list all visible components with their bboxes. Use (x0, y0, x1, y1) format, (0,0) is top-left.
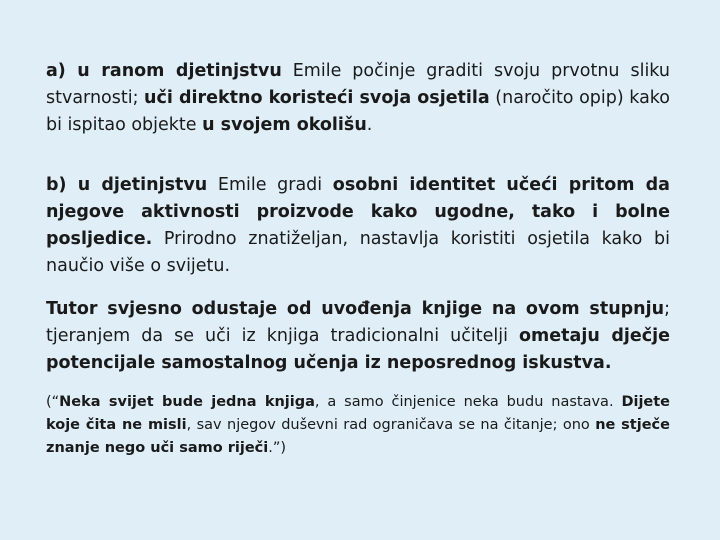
paragraph-early-childhood (46, 58, 670, 139)
text: .”) (268, 440, 287, 456)
text: (“ (46, 394, 60, 410)
text-bold: osobni identitet učeći pritom da njegove aktivnosti proizvode kako ugodne, tako i bolne posljedice. (46, 175, 670, 249)
text: ; tjeranjem da se uči iz knjiga tradicionalni učitelji (46, 299, 670, 346)
text-bold: uči direktno koristeći svoja osjetila (144, 88, 490, 108)
paragraph-tutor (46, 296, 670, 377)
text: (naročito opip) kako bi ispitao objekte (46, 88, 671, 135)
text: Emile gradi (207, 175, 333, 195)
text: , a samo činjenice neka budu nastava. (314, 394, 622, 410)
text-bold: Tutor svjesno odustaje od uvođenja knjige na ovom stupnju (46, 299, 665, 319)
text-bold: Dijete koje čita ne misli (46, 394, 671, 433)
text-bold: Neka svijet bude jedna knjiga (59, 394, 315, 410)
text-bold: a) u ranom djetinjstvu (46, 61, 282, 81)
text-bold: ne stječe znanje nego uči samo riječi (46, 417, 670, 456)
paragraph-quote (46, 391, 670, 460)
text: Emile počinje graditi svoju prvotnu sliku stvarnosti; (46, 61, 670, 108)
text-bold: ometaju dječje potencijale samostalnog učenja iz neposrednog iskustva. (46, 326, 670, 373)
text: Prirodno znatiželjan, nastavlja koristiti osjetila kako bi naučio više o svijetu. (46, 229, 670, 276)
text: . (366, 115, 373, 135)
paragraph-childhood (46, 172, 670, 280)
text: , sav njegov duševni rad ograničava se na čitanje; ono (186, 417, 596, 433)
text-bold: b) u djetinjstvu (46, 175, 208, 195)
text-bold: u svojem okolišu (202, 115, 367, 135)
